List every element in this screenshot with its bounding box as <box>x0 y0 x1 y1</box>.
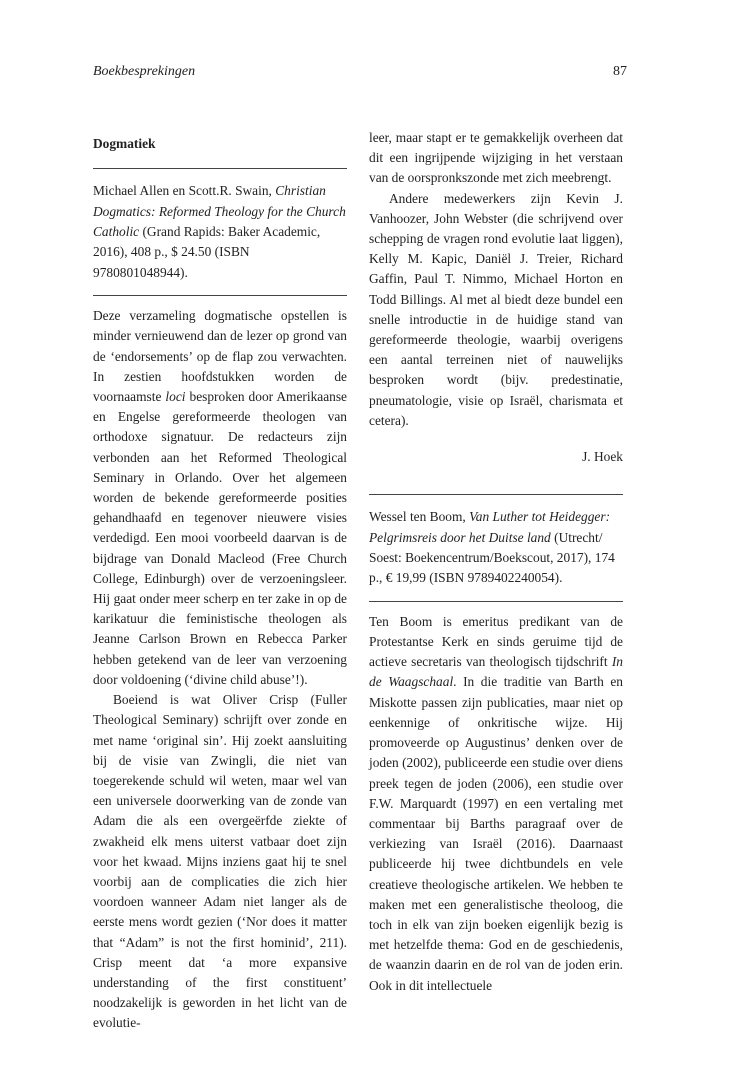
paragraph: Deze verzameling dogmatische opstellen is minder vernieuwend dan de lezer op grond van de ‘endorsements’ op de flap zou verwachten. In zestien hoofdstukken worden de voornaamste loci besproken door Amerikaanse en Engelse gereformeerde theologen van orthodoxe signatuur. De redacteurs zijn verbonden aan het Reformed Theological Seminary in Orlando. Over het algemeen worden de bekende gereformeerde posities gehandhaafd en tegenover nieuwere visies verdedigd. Een mooi voorbeeld daarvan is de bijdrage van Donald Macleod (Free Church College, Edinburgh) over de verzoeningsleer. Hij gaat onder meer scherp en ter zake in op de karikatuur die feministische theologen als Jeanne Carlson Brown en Rebecca Parker hebben getekend van de leer van verzoening door voldoening (‘divine child abuse’!). <box>93 308 347 687</box>
rule <box>369 494 623 495</box>
left-column <box>93 128 347 1034</box>
book-reference <box>93 181 347 283</box>
page-number: 87 <box>613 64 627 79</box>
ref-publication: (Grand Rapids: Baker Academic, 2016), 408 p., $ 24.50 (ISBN 9780801048944). <box>93 224 321 280</box>
ref-publication: (Utrecht/ Soest: Boekencentrum/Boekscout, 2017), 174 p., € 19,99 (ISBN 9789402240054). <box>369 529 615 586</box>
right-column <box>369 128 623 996</box>
reviewer-signature: J. Hoek <box>582 449 623 465</box>
ref-authors: Wessel ten Boom, <box>369 509 470 525</box>
paragraph: Andere medewerkers zijn Kevin J. Vanhoozer, John Webster (die schrijvend over schepping de vragen rond evolutie laat liggen), Kelly M. Kapic, Daniël J. Treier, Richard Gaffin, Paul T. Nimmo, Michael Horton en Todd Billings. Al met al biedt deze bundel een snelle introductie in de huidige stand van gereformeerde theologie, waarbij overigens een aantal terreinen niet of nauwelijks besproken wordt (bijv. predestinatie, pneumatologie, visie op Israël, charismata et cetera). <box>369 190 623 428</box>
ref-authors: Michael Allen en Scott.R. Swain, <box>93 183 276 199</box>
paragraph: leer, maar stapt er te gemakkelijk overheen dat dit een ingrijpende wijziging in het verstaan van de oorspronkszonde met zich meebrengt. <box>369 130 623 186</box>
rule <box>93 168 347 169</box>
book-reference <box>369 507 623 589</box>
paragraph: Ten Boom is emeritus predikant van de Protestantse Kerk en sinds geruime tijd de actieve secretaris van theologisch tijdschrift In de Waagschaal. In die traditie van Barth en Miskotte passen zijn publicaties, maar niet op eenkennige of onkritische wijze. Hij promoveerde op Augustinus’ denken over de joden (2002), publiceerde een studie over diens preek tegen de joden (2006), een studie over F.W. Marquardt (1997) en een vertaling met commentaar bij Barths paragraaf over de verkiezing van Israël (2016). Daarnaast publiceerde hij twee dichtbundels en vele creatieve theologische artikelen. We hebben te maken met een generalistische theoloog, die toch in elk van zijn boeken eigenlijk bezig is met hetzelfde thema: God en de geschiedenis, de waanzin daarin en de rol van de joden erin. Ook in dit intellectuele <box>369 613 623 993</box>
ref-title: Christian Dogmatics: Reformed Theology for the Church Catholic <box>93 183 346 240</box>
section-heading: Dogmatiek <box>93 136 156 151</box>
paragraph: Boeiend is wat Oliver Crisp (Fuller Theological Seminary) schrijft over zonde en met name ‘original sin’. Hij zoekt aansluiting bij de visie van Zwingli, die niet van toegerekende schuld wil weten, maar wel van een universele doorwerking van de zonde van Adam die als een overgeërfde ziekte of zwakheid elk mens uiterst vatbaar doet zijn voor het kwaad. Mijns inziens gaat hij te snel voorbij aan de complicaties die zich hier voordoen wanneer Adam niet langer als de eerste mens wordt gezien (‘Nor does it matter that “Adam” is not the first hominid’, 211). Crisp meent dat ‘a more expansive understanding of the first constituent’ noodzakelijk is geworden in het licht van de evolutie- <box>93 692 347 1031</box>
running-head: Boekbesprekingen <box>93 64 196 79</box>
ref-title: Van Luther tot Heidegger: Pelgrimsreis door het Duitse land <box>369 509 611 545</box>
